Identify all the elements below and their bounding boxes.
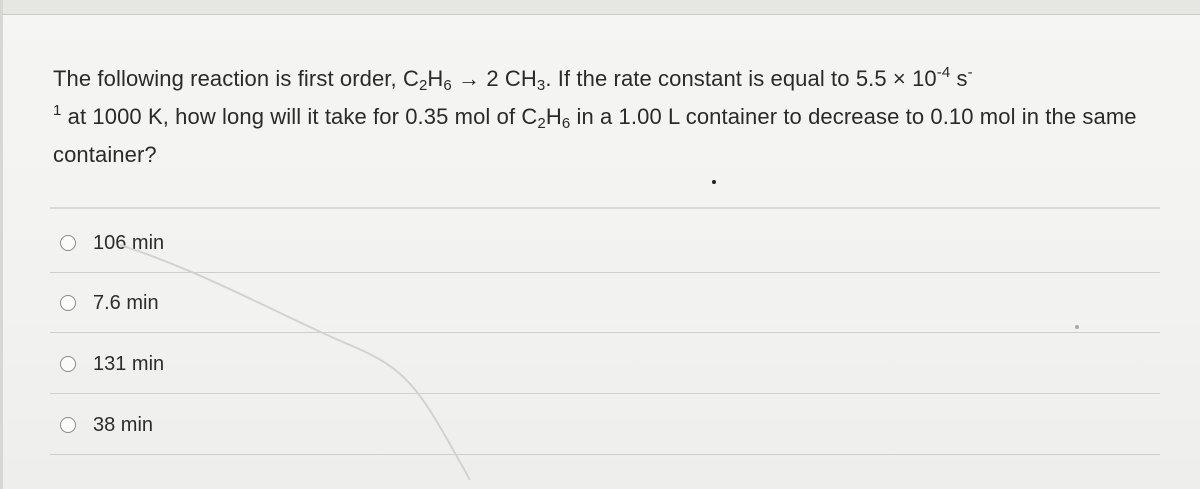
answer-option-1[interactable] [50,212,1160,273]
subscript: 2 [537,115,546,132]
question-segment: H [545,104,562,129]
superscript: -4 [936,64,951,81]
radio-button[interactable] [60,295,76,311]
left-border [0,0,3,489]
answer-option-4[interactable] [50,394,1160,455]
subscript: 2 [418,77,428,94]
option-label: 131 min [93,353,165,375]
question-segment: 2 CH [486,66,537,91]
question-segment: s [950,66,968,91]
question-segment: The following reaction is first order, C [53,66,419,91]
question-segment: at 1000 K, how long will it take for 0.35 mol of C [61,104,538,129]
option-label: 7.6 min [93,292,159,314]
options-divider [50,207,1160,209]
question-segment: H [427,66,444,91]
subscript: 6 [443,77,452,94]
radio-button[interactable] [60,417,76,433]
reaction-arrow: → [451,66,487,91]
radio-button[interactable] [60,356,76,372]
stray-dot [712,180,716,184]
answer-option-2[interactable] [50,272,1160,333]
subscript: 6 [561,115,571,132]
question-segment: . If the rate constant is equal to 5.5 × 10 [545,66,937,91]
top-divider [0,0,1200,15]
subscript: 3 [536,77,546,94]
superscript: 1 [53,102,62,119]
option-label: 38 min [93,414,154,436]
answer-option-3[interactable] [50,333,1160,394]
option-label: 106 min [93,232,165,254]
question-text [53,60,1173,174]
question-segment: in a 1.00 L container to decrease to 0.10 mol in the same container? [53,104,1137,167]
radio-button[interactable] [60,235,76,251]
superscript: - [967,64,973,81]
